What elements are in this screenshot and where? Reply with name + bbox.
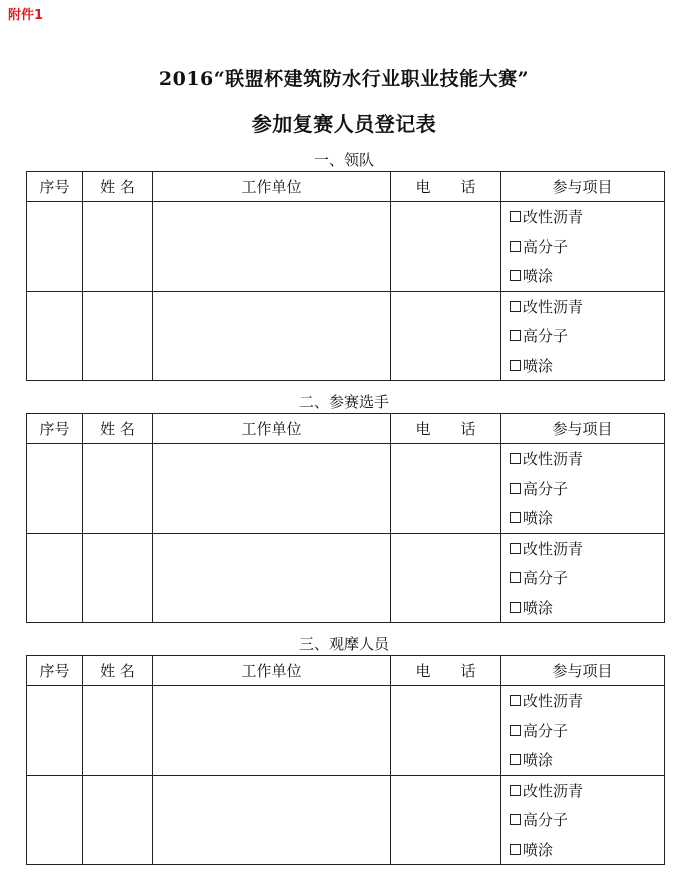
project-options-cell bbox=[501, 686, 665, 776]
column-header: 电 话 bbox=[391, 414, 501, 444]
project-option-label: 改性沥青 bbox=[523, 297, 584, 316]
checkbox-icon[interactable] bbox=[510, 453, 521, 464]
serial-cell[interactable] bbox=[27, 202, 83, 292]
project-option-label: 喷涂 bbox=[523, 751, 554, 770]
checkbox-icon[interactable] bbox=[510, 330, 521, 341]
checkbox-icon[interactable] bbox=[510, 483, 521, 494]
document-subtitle: 参加复赛人员登记表 bbox=[251, 112, 437, 136]
project-option[interactable] bbox=[510, 745, 664, 775]
serial-cell[interactable] bbox=[27, 291, 83, 381]
column-header: 序号 bbox=[27, 414, 83, 444]
phone-cell[interactable] bbox=[391, 775, 501, 865]
project-options-cell bbox=[501, 444, 665, 534]
work-unit-cell[interactable] bbox=[153, 533, 391, 623]
table-header-row bbox=[27, 172, 665, 202]
project-option[interactable] bbox=[510, 292, 664, 322]
project-option[interactable] bbox=[510, 232, 664, 262]
phone-cell[interactable] bbox=[391, 444, 501, 534]
column-header: 姓 名 bbox=[83, 656, 153, 686]
serial-cell[interactable] bbox=[27, 444, 83, 534]
phone-cell[interactable] bbox=[391, 202, 501, 292]
project-option-label: 改性沥青 bbox=[523, 208, 584, 227]
checkbox-icon[interactable] bbox=[510, 572, 521, 583]
column-header: 姓 名 bbox=[83, 414, 153, 444]
column-header: 工作单位 bbox=[153, 414, 391, 444]
project-option[interactable] bbox=[510, 563, 664, 593]
checkbox-icon[interactable] bbox=[510, 543, 521, 554]
work-unit-cell[interactable] bbox=[153, 444, 391, 534]
project-option[interactable] bbox=[510, 202, 664, 232]
name-cell[interactable] bbox=[83, 533, 153, 623]
column-header: 序号 bbox=[27, 656, 83, 686]
attachment-label: 附件1 bbox=[8, 8, 44, 23]
project-options-cell bbox=[501, 291, 665, 381]
project-option[interactable] bbox=[510, 534, 664, 564]
name-cell[interactable] bbox=[83, 291, 153, 381]
column-header: 工作单位 bbox=[153, 172, 391, 202]
project-option-label: 高分子 bbox=[523, 327, 569, 346]
checkbox-icon[interactable] bbox=[510, 814, 521, 825]
column-header: 参与项目 bbox=[501, 656, 665, 686]
project-option-label: 高分子 bbox=[523, 479, 569, 498]
registration-table bbox=[26, 413, 665, 623]
project-option-label: 喷涂 bbox=[523, 840, 554, 859]
table-row bbox=[27, 202, 665, 292]
project-option-label: 高分子 bbox=[523, 569, 569, 588]
checkbox-icon[interactable] bbox=[510, 211, 521, 222]
project-options-cell bbox=[501, 775, 665, 865]
checkbox-icon[interactable] bbox=[510, 360, 521, 371]
project-option-label: 喷涂 bbox=[523, 356, 554, 375]
project-option[interactable] bbox=[510, 474, 664, 504]
checkbox-icon[interactable] bbox=[510, 725, 521, 736]
project-option[interactable] bbox=[510, 321, 664, 351]
checkbox-icon[interactable] bbox=[510, 754, 521, 765]
table-row bbox=[27, 775, 665, 865]
project-option-label: 高分子 bbox=[523, 237, 569, 256]
project-option[interactable] bbox=[510, 686, 664, 716]
table-row bbox=[27, 291, 665, 381]
section-heading: 一、领队 bbox=[313, 151, 374, 169]
project-option-label: 改性沥青 bbox=[523, 539, 584, 558]
project-option[interactable] bbox=[510, 805, 664, 835]
project-option-label: 喷涂 bbox=[523, 509, 554, 528]
checkbox-icon[interactable] bbox=[510, 602, 521, 613]
serial-cell[interactable] bbox=[27, 533, 83, 623]
column-header: 参与项目 bbox=[501, 414, 665, 444]
name-cell[interactable] bbox=[83, 775, 153, 865]
project-option[interactable] bbox=[510, 835, 664, 865]
project-option[interactable] bbox=[510, 716, 664, 746]
checkbox-icon[interactable] bbox=[510, 241, 521, 252]
checkbox-icon[interactable] bbox=[510, 301, 521, 312]
project-option[interactable] bbox=[510, 593, 664, 623]
project-option-label: 喷涂 bbox=[523, 598, 554, 617]
section-heading: 三、观摩人员 bbox=[298, 635, 389, 653]
column-header: 电 话 bbox=[391, 656, 501, 686]
table-header-row bbox=[27, 414, 665, 444]
column-header: 姓 名 bbox=[83, 172, 153, 202]
work-unit-cell[interactable] bbox=[153, 686, 391, 776]
column-header: 电 话 bbox=[391, 172, 501, 202]
checkbox-icon[interactable] bbox=[510, 695, 521, 706]
checkbox-icon[interactable] bbox=[510, 270, 521, 281]
section-heading: 二、参赛选手 bbox=[298, 393, 389, 411]
name-cell[interactable] bbox=[83, 686, 153, 776]
project-option-label: 高分子 bbox=[523, 811, 569, 830]
project-option[interactable] bbox=[510, 503, 664, 533]
document-title: 2016“联盟杯建筑防水行业职业技能大赛” bbox=[158, 68, 530, 90]
work-unit-cell[interactable] bbox=[153, 775, 391, 865]
project-option[interactable] bbox=[510, 261, 664, 291]
table-row bbox=[27, 533, 665, 623]
table-row bbox=[27, 444, 665, 534]
registration-table bbox=[26, 171, 665, 381]
project-option[interactable] bbox=[510, 444, 664, 474]
project-option[interactable] bbox=[510, 351, 664, 381]
project-option-label: 喷涂 bbox=[523, 267, 554, 286]
column-header: 序号 bbox=[27, 172, 83, 202]
project-options-cell bbox=[501, 202, 665, 292]
project-option[interactable] bbox=[510, 776, 664, 806]
work-unit-cell[interactable] bbox=[153, 291, 391, 381]
project-options-cell bbox=[501, 533, 665, 623]
checkbox-icon[interactable] bbox=[510, 785, 521, 796]
phone-cell[interactable] bbox=[391, 686, 501, 776]
registration-table bbox=[26, 655, 665, 865]
name-cell[interactable] bbox=[83, 202, 153, 292]
table-header-row bbox=[27, 656, 665, 686]
project-option-label: 改性沥青 bbox=[523, 450, 584, 469]
serial-cell[interactable] bbox=[27, 686, 83, 776]
serial-cell[interactable] bbox=[27, 775, 83, 865]
project-option-label: 改性沥青 bbox=[523, 781, 584, 800]
name-cell[interactable] bbox=[83, 444, 153, 534]
work-unit-cell[interactable] bbox=[153, 202, 391, 292]
checkbox-icon[interactable] bbox=[510, 844, 521, 855]
column-header: 工作单位 bbox=[153, 656, 391, 686]
table-row bbox=[27, 686, 665, 776]
project-option-label: 改性沥青 bbox=[523, 692, 584, 711]
project-option-label: 高分子 bbox=[523, 721, 569, 740]
phone-cell[interactable] bbox=[391, 533, 501, 623]
column-header: 参与项目 bbox=[501, 172, 665, 202]
checkbox-icon[interactable] bbox=[510, 512, 521, 523]
phone-cell[interactable] bbox=[391, 291, 501, 381]
